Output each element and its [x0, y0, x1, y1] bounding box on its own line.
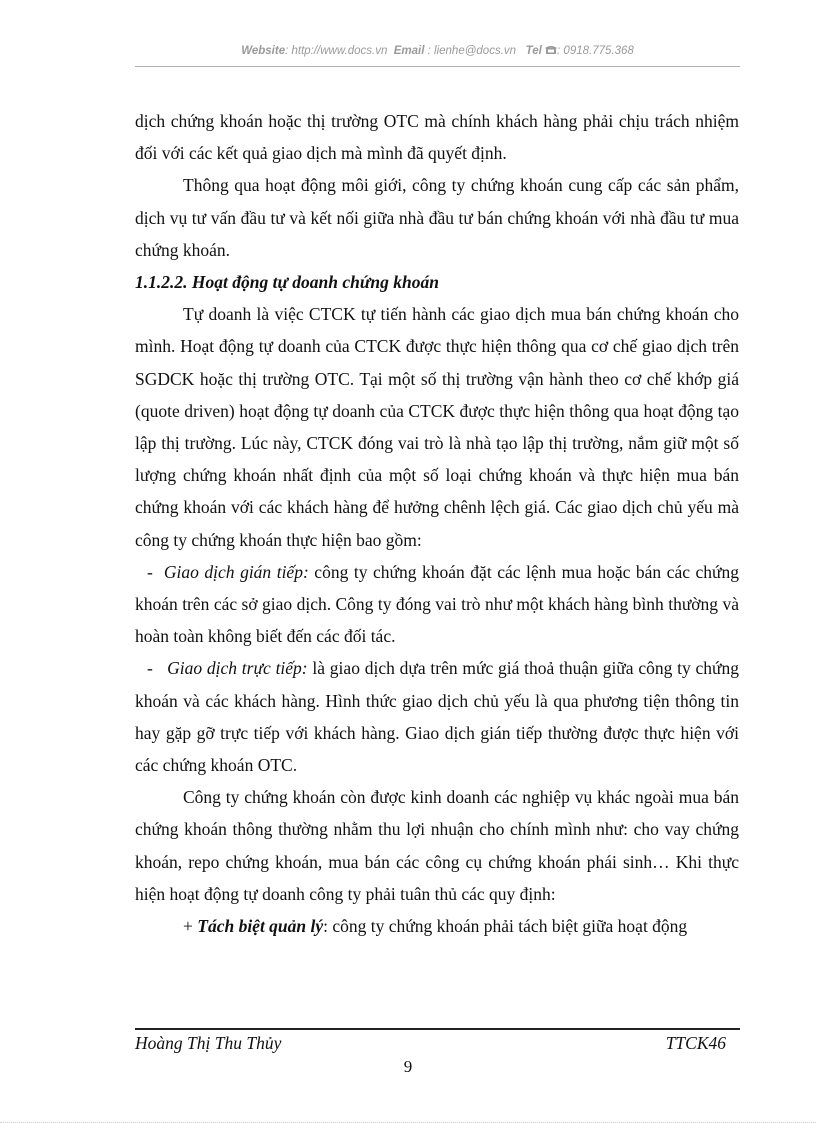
bullet-text: công ty chứng khoán đặt các lệnh mua hoặc bán các chứng khoán trên các sở giao dịch. Công ty đóng vai trò như một khách hàng bình thường và hoàn toàn không biết đến các đối tác.: [135, 561, 740, 647]
bullet-text: là giao dịch dựa trên mức giá thoả thuận giữa công ty chứng khoán và các khách hàng. Hình thức giao dịch chủ yếu là qua phương tiện thông tin hay gặp gỡ trực tiếp với khách hàng. Giao dịch gián tiếp thường được thực hiện với các chứng khoán OTC.: [135, 658, 739, 776]
website-value: : http://www.docs.vn: [285, 45, 388, 57]
tel-label: Tel: [525, 45, 542, 57]
paragraph-1: dịch chứng khoán hoặc thị trường OTC mà chính khách hàng phải chịu trách nhiệm đối với các kết quả giao dịch mà mình đã quyết định.: [135, 111, 739, 164]
section-heading: 1.1.2.2. Hoạt động tự doanh chứng khoán: [135, 272, 439, 293]
author-name: Hoàng Thị Thu Thủy: [135, 1033, 282, 1053]
footer-divider: [135, 1028, 740, 1030]
email-value: : lienhe@docs.vn: [427, 45, 517, 57]
phone-icon: [545, 45, 557, 55]
paragraph-2: Thông qua hoạt động môi giới, công ty chứng khoán cung cấp các sản phẩm, dịch vụ tư vấn đầu tư và kết nối giữa nhà đầu tư bán chứng khoán với nhà đầu tư mua chứng khoán.: [135, 175, 739, 260]
bullet-dash: -: [147, 658, 153, 679]
website-label: Website: [241, 45, 286, 57]
paragraph-5-text: : công ty chứng khoán phải tách biệt giữa hoạt động: [323, 916, 688, 937]
page-number: 9: [403, 1057, 413, 1076]
page-header: [135, 45, 740, 57]
bullet-dash: -: [147, 561, 153, 582]
bullet-term: Giao dịch gián tiếp:: [163, 561, 309, 582]
paragraph-4: Công ty chứng khoán còn được kinh doanh các nghiệp vụ khác ngoài mua bán chứng khoán thông thường nhằm thu lợi nhuận cho chính mình như: cho vay chứng khoán, repo chứng khoán, mua bán các công cụ chứng khoán phái sinh… Khi thực hiện hoạt động tự doanh công ty phải tuân thủ các quy định:: [135, 787, 739, 904]
paragraph-5: [135, 910, 739, 942]
bullet-indirect-trading: [135, 556, 739, 653]
paragraph-3: Tự doanh là việc CTCK tự tiến hành các giao dịch mua bán chứng khoán cho mình. Hoạt động tự doanh của CTCK được thực hiện thông qua cơ chế giao dịch trên SGDCK hoặc thị trường OTC. Tại một số thị trường vận hành theo cơ chế khớp giá (quote driven) hoạt động tự doanh của CTCK được thực hiện thông qua hoạt động tạo lập thị trường. Lúc này, CTCK đóng vai trò là nhà tạo lập thị trường, nắm giữ một số lượng chứng khoán nhất định của một số loại chứng khoán và thực hiện mua bán chứng khoán với các khách hàng để hưởng chênh lệch giá. Các giao dịch chủ yếu mà công ty chứng khoán thực hiện bao gồm:: [135, 304, 739, 550]
header-divider: [135, 66, 740, 67]
email-label: Email: [393, 45, 425, 57]
course-code: TTCK46: [665, 1033, 726, 1053]
page-content: [135, 105, 739, 942]
tel-value: : 0918.775.368: [557, 45, 634, 57]
bullet-term: Giao dịch trực tiếp:: [167, 658, 308, 679]
plus-prefix: +: [183, 916, 198, 937]
management-separation-term: Tách biệt quản lý: [197, 916, 324, 937]
bullet-direct-trading: [135, 652, 739, 781]
